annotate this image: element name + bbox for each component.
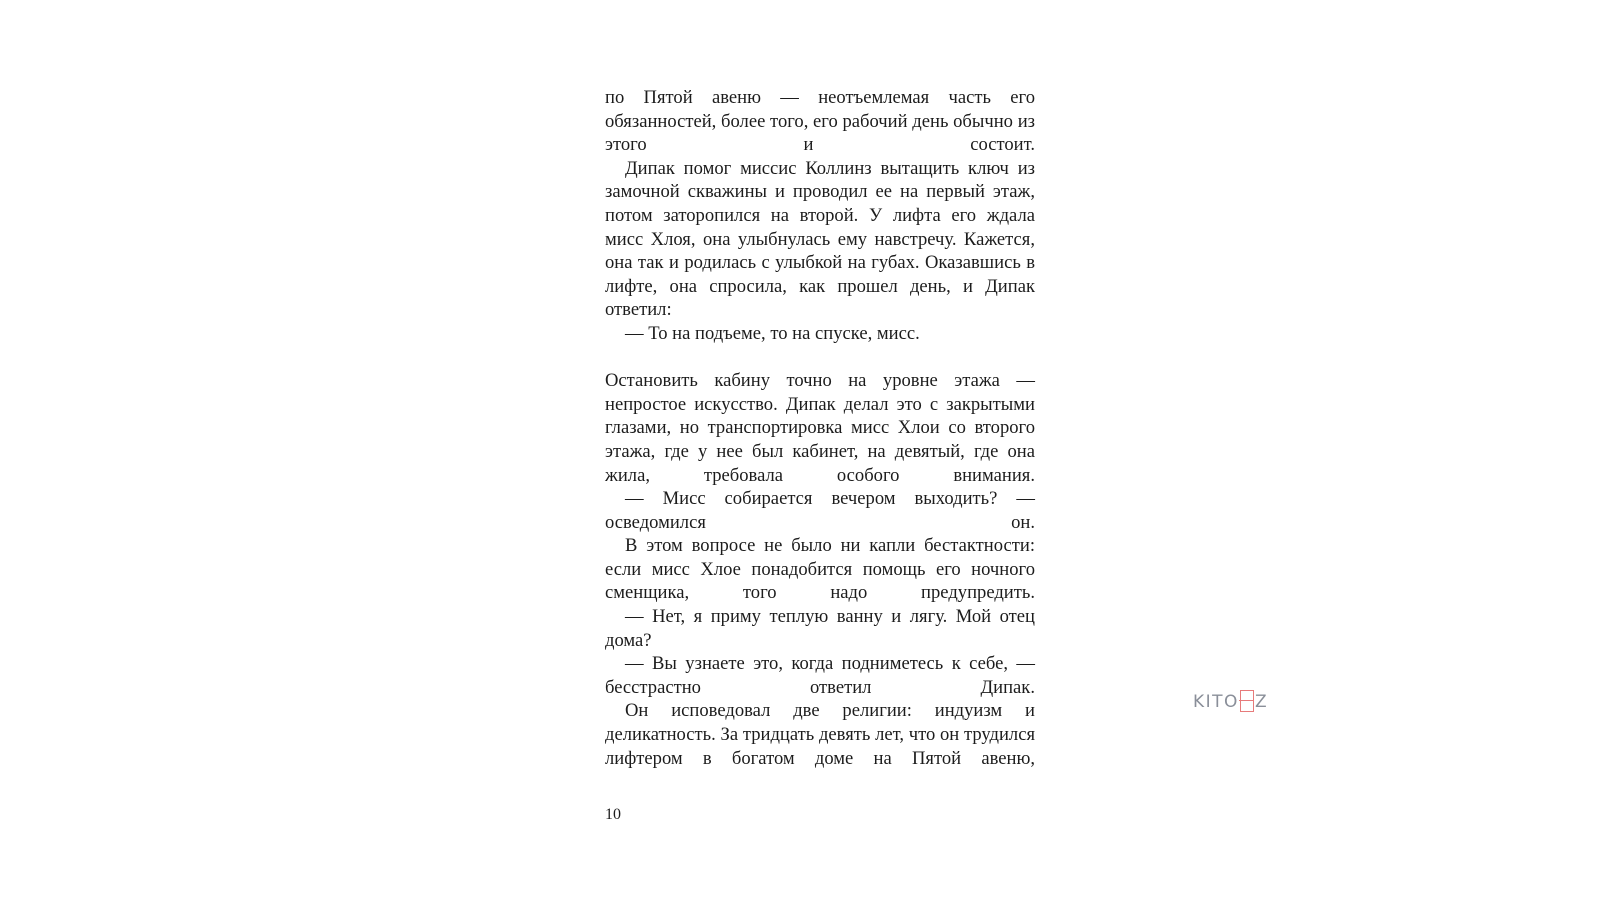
paragraph: — То на подъеме, то на спуске, мисс. <box>625 322 920 344</box>
paragraph: Дипак помог миссис Коллинз вытащить ключ из замочной скважины и проводил ее на первый этаж, потом заторопился на второй. У лифта его ждала мисс Хлоя, она улыбнулась ему навстречу. Кажется, она так и родилась с улыбкой на губах. Оказавшись в лифте, она спросила, как прошел день, и Дипак ответил: <box>605 157 1035 321</box>
paragraph: Он исповедовал две религии: индуизм и деликатность. За тридцать девять лет, что он трудился лифтером в богатом доме на Пятой авеню, <box>605 700 1035 769</box>
watermark-text-right: Z <box>1254 692 1269 712</box>
paragraph: В этом вопросе не было ни капли бестактности: если мисс Хлое понадобится помощь его ночного сменщика, того надо предупредить. <box>605 535 1035 604</box>
paragraph: — Мисс собирается вечером выходить? — осведомился он. <box>605 488 1035 533</box>
paragraph: — Вы узнаете это, когда подниметесь к себе, — бесстрастно ответил Дипак. <box>605 653 1035 698</box>
book-page <box>605 86 1035 770</box>
page-number: 10 <box>605 806 621 823</box>
watermark-book-icon <box>1240 690 1254 712</box>
paragraph: Остановить кабину точно на уровне этажа — непростое искусство. Дипак делал это с закрытыми глазами, но транспортировка мисс Хлои со второго этажа, где у нее был кабинет, на девятый, где она жила, требовала особого внимания. <box>605 370 1035 486</box>
watermark-text-left: KITO <box>1193 692 1239 712</box>
paragraph: по Пятой авеню — неотъемлемая часть его обязанностей, более того, его рабочий день обычно из этого и состоит. <box>605 87 1035 156</box>
watermark-logo <box>1193 690 1268 712</box>
page-text <box>605 86 1035 770</box>
paragraph: — Нет, я приму теплую ванну и лягу. Мой отец дома? <box>605 606 1035 651</box>
